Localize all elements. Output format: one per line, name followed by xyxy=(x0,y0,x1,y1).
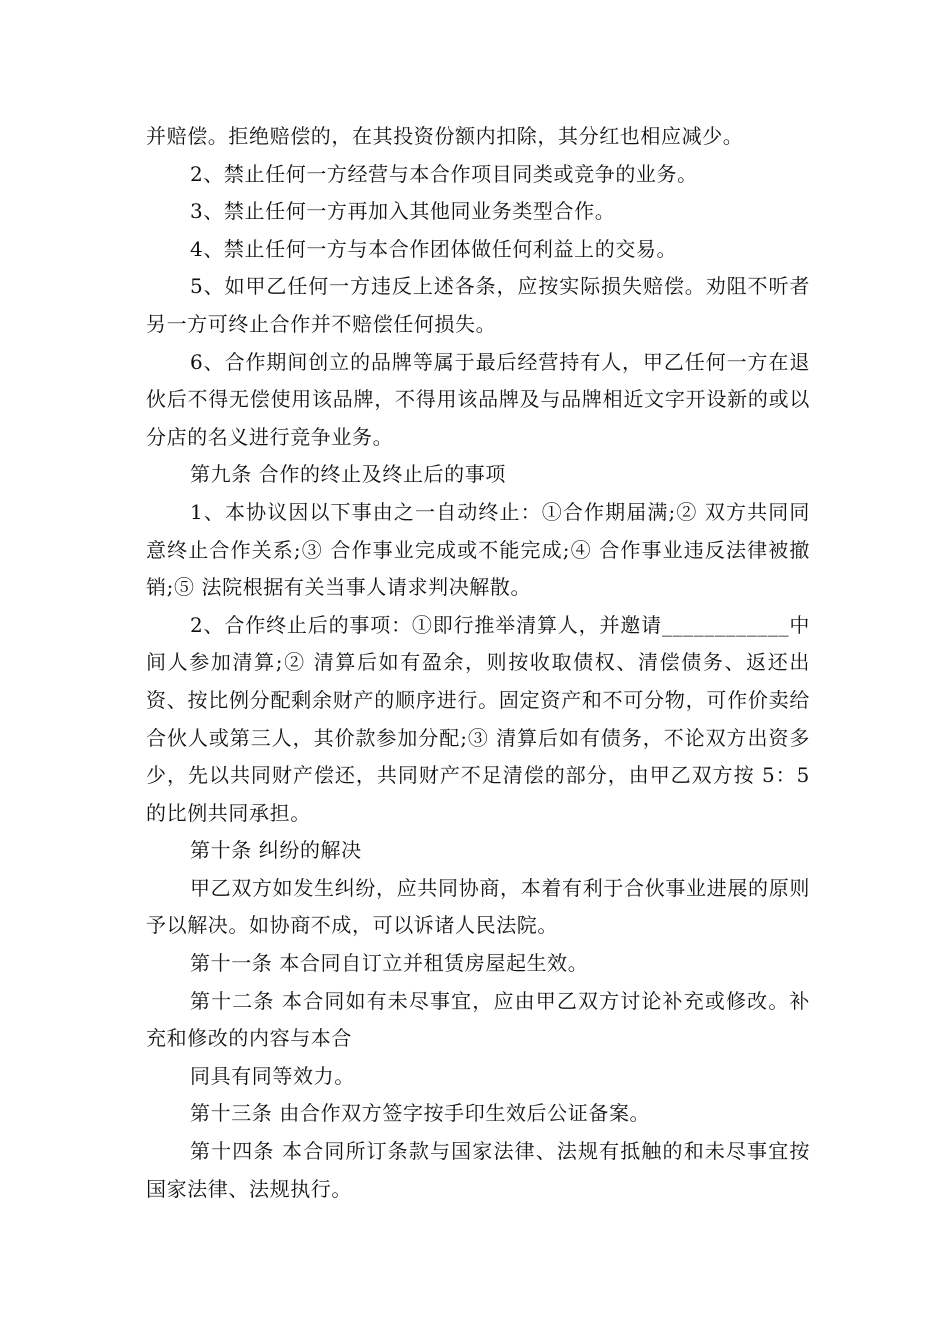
article-12: 第十二条 本合同如有未尽事宜，应由甲乙双方讨论补充或修改。补充和修改的内容与本合 xyxy=(146,988,810,1051)
article-12-continued: 同具有同等效力。 xyxy=(190,1063,355,1088)
paragraph-4: 4、禁止任何一方与本合作团体做任何利益上的交易。 xyxy=(190,236,678,261)
paragraph-9-2: 2、合作终止后的事项：①即行推举清算人，并邀请____________中间人参加清算;② 清算后如有盈余，则按收取债权、清偿债务、返还出资、按比例分配剩余财产的顺序进行。固定资产和不可分物，可作价卖给合伙人或第三人，其价款参加分配;③ 清算后如有债务，不论双方出资多少，先以共同财产偿还，共同财产不足清偿的部分，由甲乙双方按 5：5 的比例共同承担。 xyxy=(146,612,810,825)
paragraph-6: 6、合作期间创立的品牌等属于最后经营持有人，甲乙任何一方在退伙后不得无偿使用该品牌，不得用该品牌及与品牌相近文字开设新的或以分店的名义进行竞争业务。 xyxy=(146,349,810,449)
document-body xyxy=(146,118,810,1208)
paragraph-9-1: 1、本协议因以下事由之一自动终止：①合作期届满;② 双方共同同意终止合作关系;③ 合作事业完成或不能完成;④ 合作事业违反法律被撤销;⑤ 法院根据有关当事人请求判决解散。 xyxy=(146,499,810,600)
article-9-heading: 第九条 合作的终止及终止后的事项 xyxy=(190,462,506,487)
paragraph-1: 并赔偿。拒绝赔偿的，在其投资份额内扣除，其分红也相应减少。 xyxy=(146,124,744,148)
paragraph-3: 3、禁止任何一方再加入其他同业务类型合作。 xyxy=(190,199,616,224)
paragraph-5: 5、如甲乙任何一方违反上述各条，应按实际损失赔偿。劝阻不听者另一方可终止合作并不赔偿任何损失。 xyxy=(146,274,810,336)
paragraph-10-body: 甲乙双方如发生纠纷，应共同协商，本着有利于合伙事业进展的原则予以解决。如协商不成，可以诉诸人民法院。 xyxy=(146,875,810,938)
paragraph-2: 2、禁止任何一方经营与本合作项目同类或竞争的业务。 xyxy=(190,161,698,186)
article-10-heading: 第十条 纠纷的解决 xyxy=(190,838,362,863)
article-14: 第十四条 本合同所订条款与国家法律、法规有抵触的和未尽事宜按国家法律、法规执行。 xyxy=(146,1139,810,1201)
article-13: 第十三条 由合作双方签字按手印生效后公证备案。 xyxy=(190,1101,651,1126)
article-11: 第十一条 本合同自订立并租赁房屋起生效。 xyxy=(190,951,589,976)
